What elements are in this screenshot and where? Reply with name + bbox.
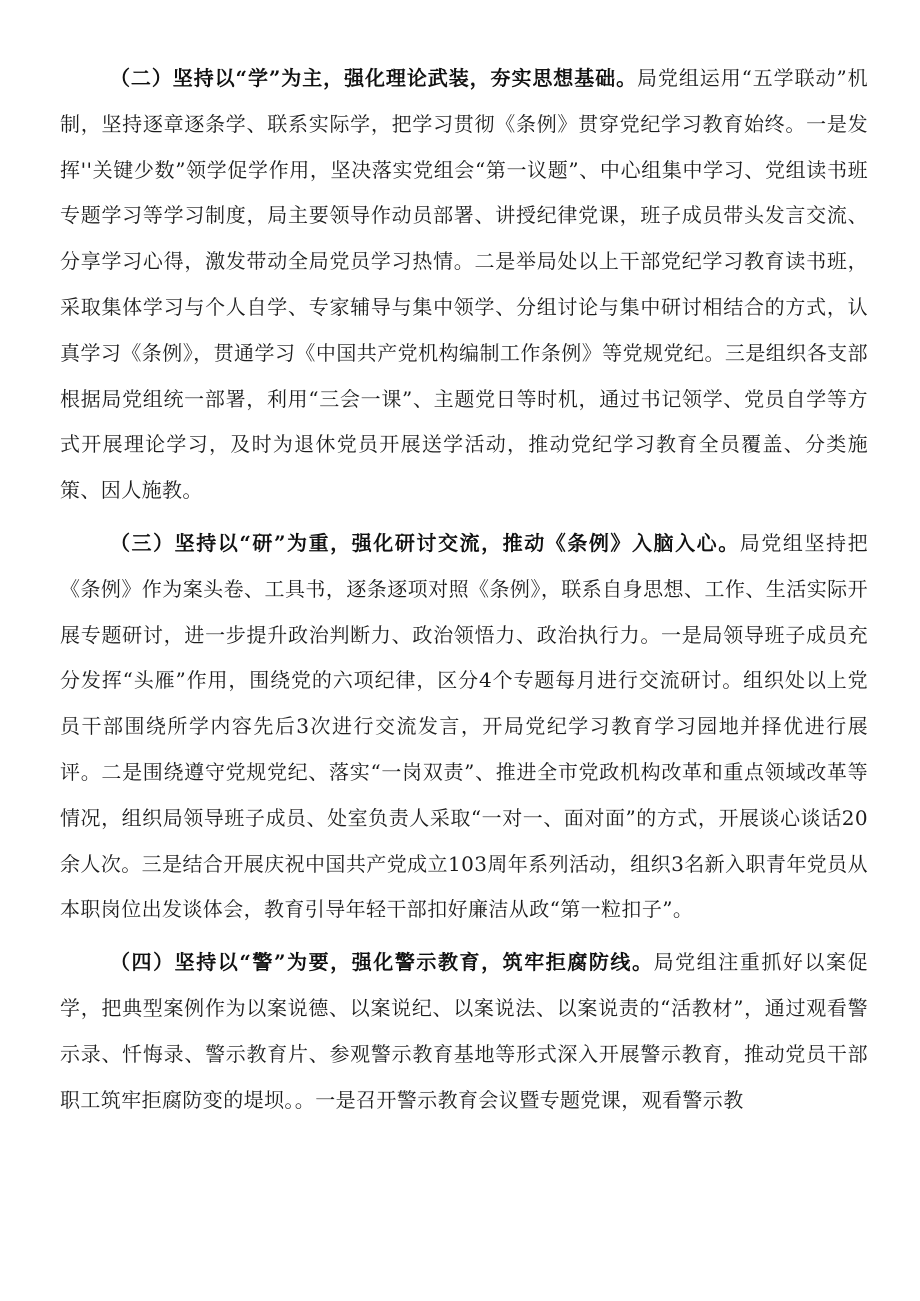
paragraph-section-4 [60,940,868,1123]
paragraph-section-2 [60,56,868,514]
section-3-heading: （三）坚持以“研”为重，强化研讨交流，推动《条例》入脑入心。 [110,530,740,555]
section-3-body: 局党组坚持把《条例》作为案头卷、工具书，逐条逐项对照《条例》，联系自身思想、工作、生活实际开展专题研讨，进一步提升政治判断力、政治领悟力、政治执行力。一是局领导班子成员充分发挥“头雁”作用，围绕党的六项纪律，区分4个专题每月进行交流研讨。组织处以上党员干部围绕所学内容先后3次进行交流发言，开局党纪学习教育学习园地并择优进行展评。二是围绕遵守党规党纪、落实“一岗双责”、推进全市党政机构改革和重点领域改革等情况，组织局领导班子成员、处室负责人采取“一对一、面对面”的方式，开展谈心谈话20余人次。三是结合开展庆祝中国共产党成立103周年系列活动，组织3名新入职青年党员从本职岗位出发谈体会，教育引导年轻干部扣好廉洁从政“第一粒扣子”。 [60,530,868,922]
paragraph-section-3 [60,521,868,933]
section-2-heading: （二）坚持以“学”为主，强化理论武装，夯实思想基础。 [110,66,637,90]
section-4-heading: （四）坚持以“警”为要，强化警示教育，筑牢拒腐防线。 [110,950,654,975]
section-2-body: 局党组运用“五学联动”机制，坚持逐章逐条学、联系实际学，把学习贯彻《条例》贯穿党纪学习教育始终。一是发挥''关键少数”领学促学作用，坚决落实党组会“第一议题”、中心组集中学习、党组读书班专题学习等学习制度，局主要领导作动员部署、讲授纪律党课，班子成员带头发言交流、分享学习心得，激发带动全局党员学习热情。二是举局处以上干部党纪学习教育读书班，采取集体学习与个人自学、专家辅导与集中领学、分组讨论与集中研讨相结合的方式，认真学习《条例》，贯通学习《中国共产党机构编制工作条例》等党规党纪。三是组织各支部根据局党组统一部署，利用“三会一课”、主题党日等时机，通过书记领学、党员自学等方式开展理论学习，及时为退休党员开展送学活动，推动党纪学习教育全员覆盖、分类施策、因人施教。 [60,66,868,503]
document-body [60,56,868,1123]
section-4-body: 局党组注重抓好以案促学，把典型案例作为以案说德、以案说纪、以案说法、以案说责的“活教材”，通过观看警示录、忏悔录、警示教育片、参观警示教育基地等形式深入开展警示教育，推动党员干部职工筑牢拒腐防变的堤坝。。一是召开警示教育会议暨专题党课，观看警示教 [60,950,868,1112]
